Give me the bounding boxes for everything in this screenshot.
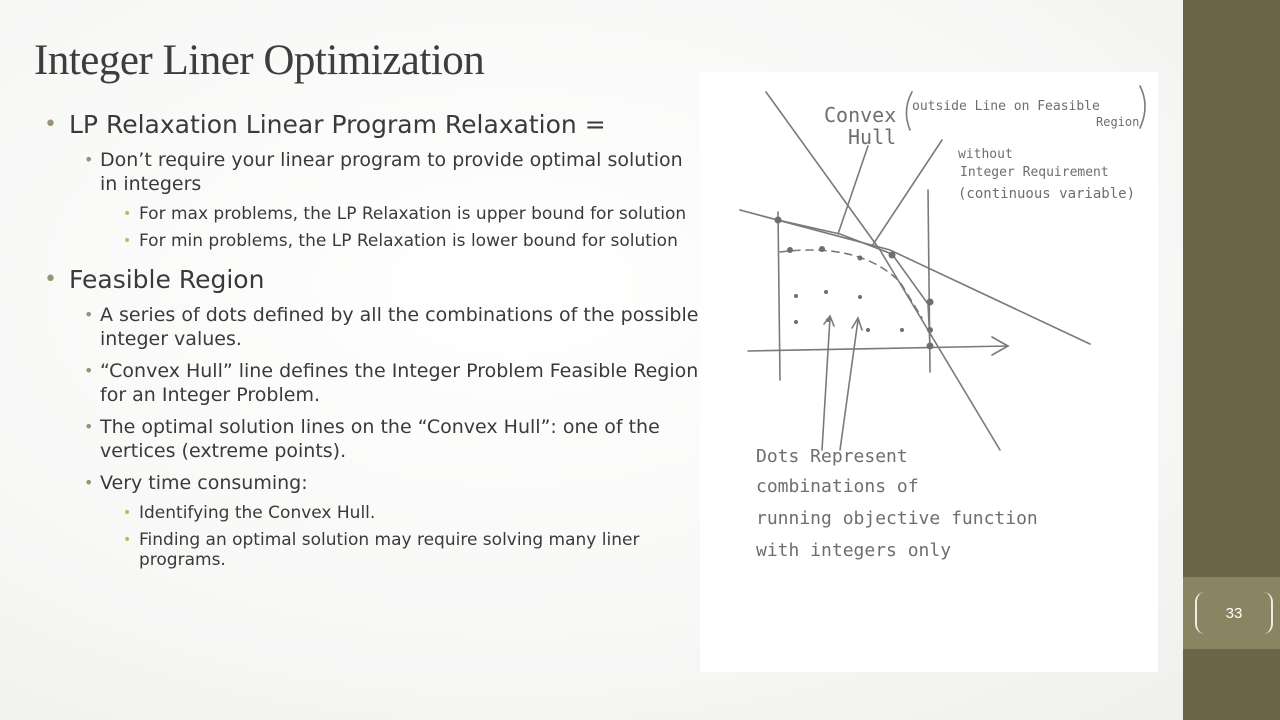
bullet-text: Identifying the Convex Hull. xyxy=(139,503,376,523)
y-axis xyxy=(778,212,780,380)
slide-title: Integer Liner Optimization xyxy=(34,37,485,84)
bullet-text: “Convex Hull” line defines the Integer Problem Feasible Region for an Integer Problem. xyxy=(100,360,699,406)
label-region: Region xyxy=(1096,115,1140,129)
arrow-convex-hull xyxy=(838,146,868,234)
sub-bullet-series-dots xyxy=(44,303,704,351)
sub-sub-bullet-identify xyxy=(44,503,704,523)
note-line-3: running objective function xyxy=(756,508,1038,529)
bullet-dot: • xyxy=(84,473,94,492)
arrow-dot-2 xyxy=(840,318,862,450)
arrow-dot-1 xyxy=(822,316,834,450)
bullet-text: For min problems, the LP Relaxation is lower bound for solution xyxy=(139,231,678,251)
bullet-dot: • xyxy=(84,361,94,380)
bullet-lp-relaxation xyxy=(44,110,704,140)
bullet-feasible-region xyxy=(44,265,704,295)
bullet-dot: • xyxy=(123,505,132,521)
note-line-4: with integers only xyxy=(756,540,952,561)
label-outside-line: outside Line on Feasible xyxy=(912,99,1100,114)
bullet-dot: • xyxy=(123,532,132,548)
label-integer-requirement: Integer Requirement xyxy=(960,165,1109,180)
bullet-dot: • xyxy=(44,267,57,292)
sub-bullet-dont-require xyxy=(44,148,704,196)
page-number: 33 xyxy=(1225,604,1243,622)
bullet-dot: • xyxy=(84,150,94,169)
bullet-text: For max problems, the LP Relaxation is upper bound for solution xyxy=(139,204,687,224)
integer-dots xyxy=(775,217,934,350)
hand-drawn-sketch xyxy=(700,72,1158,672)
bullet-text: The optimal solution lines on the “Convex Hull”: one of the vertices (extreme points). xyxy=(100,416,660,462)
x-axis xyxy=(748,346,1008,351)
sub-bullet-optimal-solution xyxy=(44,415,704,463)
sub-sub-bullet-max xyxy=(44,204,704,224)
bullet-text: LP Relaxation Linear Program Relaxation = xyxy=(69,110,606,139)
label-convex: Convex xyxy=(824,103,897,127)
note-line-2: combinations of xyxy=(756,476,919,497)
sub-bullet-time-consuming xyxy=(44,471,704,495)
label-continuous-variable: (continuous variable) xyxy=(958,186,1136,202)
label-without: without xyxy=(958,147,1013,162)
bullet-text: A series of dots defined by all the combinations of the possible integer values. xyxy=(100,304,699,350)
bullet-text: Feasible Region xyxy=(69,265,265,294)
note-line-1: Dots Represent xyxy=(756,446,908,467)
constraint-line-shallow xyxy=(740,210,1090,344)
label-hull: Hull xyxy=(848,125,897,149)
arrow-without-integer xyxy=(872,140,942,246)
bullet-dot: • xyxy=(84,417,94,436)
convex-hull-sketch xyxy=(700,72,1158,672)
bullet-dot: • xyxy=(123,206,132,222)
sub-sub-bullet-min xyxy=(44,231,704,251)
bullet-list xyxy=(44,110,704,577)
bullet-text: Don’t require your linear program to provide optimal solution in integers xyxy=(100,149,683,195)
sub-sub-bullet-finding xyxy=(44,530,704,570)
sub-bullet-convex-hull xyxy=(44,359,704,407)
bullet-dot: • xyxy=(123,233,132,249)
paren-right xyxy=(1140,86,1145,128)
bullet-text: Finding an optimal solution may require solving many liner programs. xyxy=(139,530,640,570)
bullet-dot: • xyxy=(44,112,57,137)
lp-boundary-dashed xyxy=(780,250,922,318)
bullet-text: Very time consuming: xyxy=(100,472,308,494)
bullet-dot: • xyxy=(84,305,94,324)
